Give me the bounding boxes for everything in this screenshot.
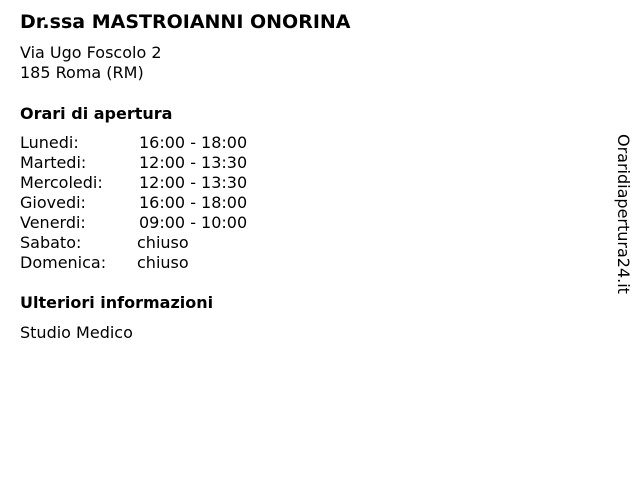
page-title: Dr.ssa MASTROIANNI ONORINA — [20, 11, 351, 33]
address-block — [20, 43, 162, 83]
hours-day: Domenica: — [20, 253, 107, 272]
opening-hours-heading: Orari di apertura — [20, 104, 173, 123]
hours-day: Martedi: — [20, 153, 87, 172]
address-street: Via Ugo Foscolo 2 — [20, 43, 162, 62]
hours-day: Giovedi: — [20, 193, 86, 212]
hours-time: 12:00 - 13:30 — [139, 173, 248, 192]
hours-day: Sabato: — [20, 233, 82, 252]
more-info-text: Studio Medico — [20, 323, 133, 342]
hours-day: Mercoledi: — [20, 173, 103, 192]
hours-time: chiuso — [137, 253, 189, 272]
hours-day: Lunedi: — [20, 133, 79, 152]
hours-time: 16:00 - 18:00 — [139, 193, 248, 212]
more-info-heading: Ulteriori informazioni — [20, 293, 214, 312]
hours-time: 12:00 - 13:30 — [139, 153, 248, 172]
address-city: 185 Roma (RM) — [20, 63, 144, 82]
hours-time: chiuso — [137, 233, 189, 252]
hours-time: 16:00 - 18:00 — [139, 133, 248, 152]
hours-day: Venerdi: — [20, 213, 86, 232]
hours-time: 09:00 - 10:00 — [139, 213, 248, 232]
site-watermark: Oraridiapertura24.it — [614, 134, 633, 294]
